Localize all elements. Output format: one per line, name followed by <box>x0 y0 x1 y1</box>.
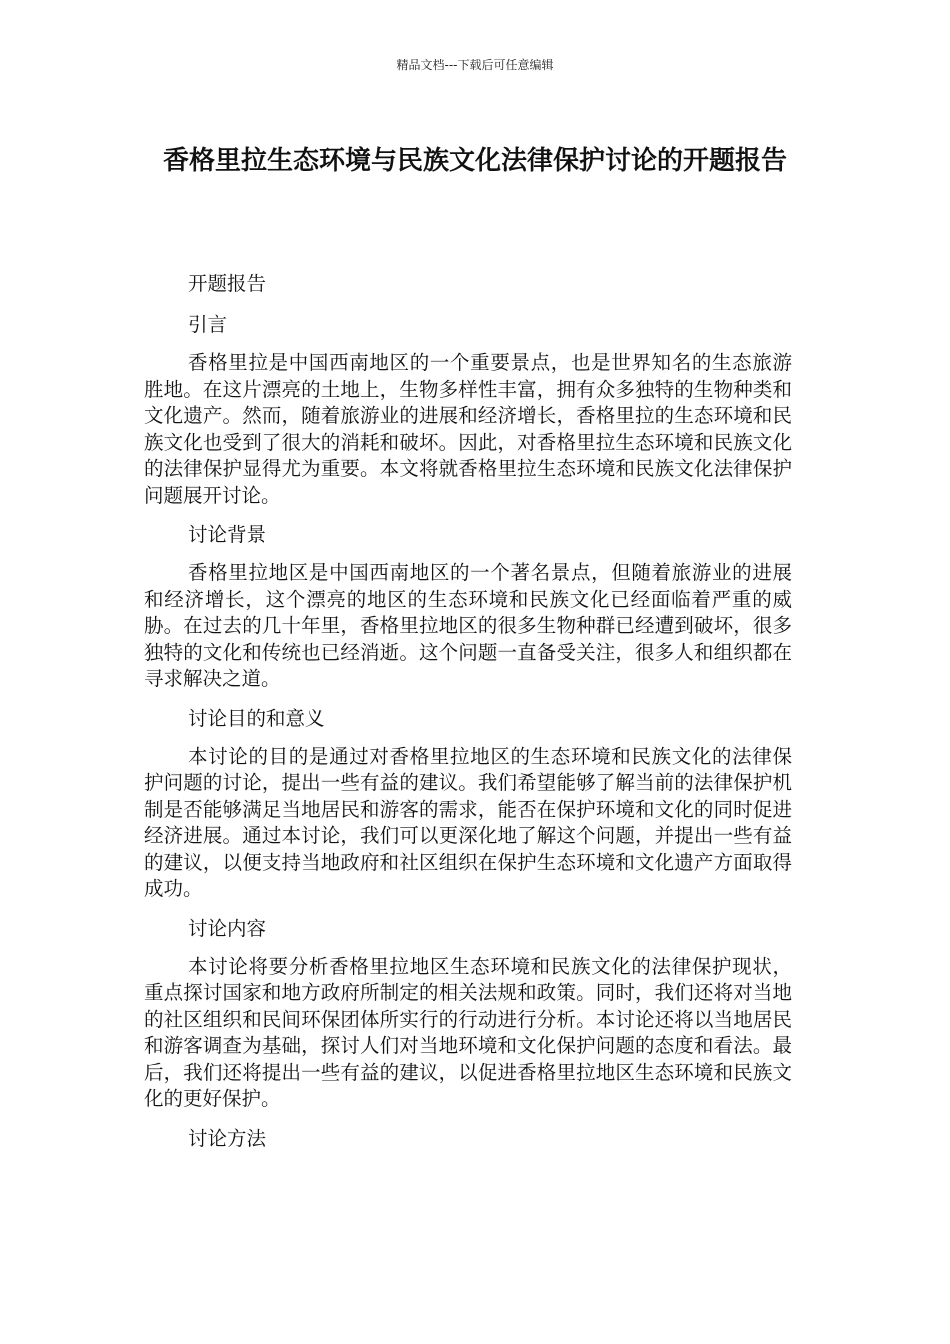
document-body <box>144 268 792 1164</box>
intro-heading: 引言 <box>188 313 228 336</box>
content-paragraph: 本讨论将要分析香格里拉地区生态环境和民族文化的法律保护现状，重点探讨国家和地方政府所制定的相关法规和政策。同时，我们还将对当地的社区组织和民间环保团体所实行的行动进行分析。本讨论还将以当地居民和游客调查为基础，探讨人们对当地环境和文化保护问题的态度和看法。最后，我们还将提出一些有益的建议，以促进香格里拉地区生态环境和民族文化的更好保护。 <box>144 954 792 1110</box>
background-paragraph: 香格里拉地区是中国西南地区的一个著名景点，但随着旅游业的进展和经济增长，这个漂亮的地区的生态环境和民族文化已经面临着严重的威胁。在过去的几十年里，香格里拉地区的很多生物种群已经遭到破坏，很多独特的文化和传统也已经消逝。这个问题一直备受关注，很多人和组织都在寻求解决之道。 <box>144 561 792 690</box>
document-title: 香格里拉生态环境与民族文化法律保护讨论的开题报告 <box>162 146 787 176</box>
method-heading: 讨论方法 <box>188 1126 267 1150</box>
page-header: 精品文档---下载后可任意编辑 <box>396 58 554 72</box>
purpose-paragraph: 本讨论的目的是通过对香格里拉地区的生态环境和民族文化的法律保护问题的讨论，提出一些有益的建议。我们希望能够了解当前的法律保护机制是否能够满足当地居民和游客的需求，能否在保护环境和文化的同时促进经济进展。通过本讨论，我们可以更深化地了解这个问题，并提出一些有益的建议，以便支持当地政府和社区组织在保护生态环境和文化遗产方面取得成功。 <box>144 744 792 900</box>
background-heading: 讨论背景 <box>188 523 267 546</box>
purpose-heading: 讨论目的和意义 <box>188 706 325 730</box>
report-label: 开题报告 <box>188 272 267 295</box>
intro-paragraph: 香格里拉是中国西南地区的一个重要景点，也是世界知名的生态旅游胜地。在这片漂亮的土地上，生物多样性丰富，拥有众多独特的生物种类和文化遗产。然而，随着旅游业的进展和经济增长，香格里拉的生态环境和民族文化也受到了很大的消耗和破坏。因此，对香格里拉生态环境和民族文化的法律保护显得尤为重要。本文将就香格里拉生态环境和民族文化法律保护问题展开讨论。 <box>144 351 792 507</box>
content-heading: 讨论内容 <box>188 916 267 940</box>
